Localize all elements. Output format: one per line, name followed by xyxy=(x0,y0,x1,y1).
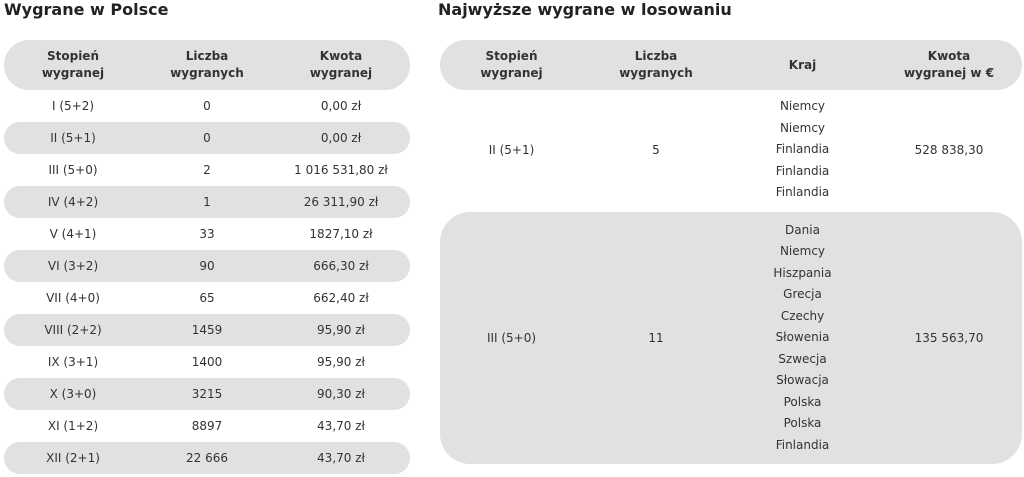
cell-stopien: II (5+1) xyxy=(50,131,96,145)
cell-stopien: XI (1+2) xyxy=(47,419,99,433)
top-wins-table xyxy=(440,40,1022,464)
cell-kwota: 135 563,70 xyxy=(914,331,984,345)
left-section-title: Wygrane w Polsce xyxy=(4,0,169,19)
cell-stopien: IX (3+1) xyxy=(47,355,99,369)
country-name: Niemcy xyxy=(779,120,826,135)
cell-kwota: 1827,10 zł xyxy=(309,227,373,241)
country-name: Polska xyxy=(783,394,822,409)
header-liczba: Liczba wygranych xyxy=(619,49,693,80)
country-name: Dania xyxy=(785,222,820,237)
header-kraj: Kraj xyxy=(788,57,817,72)
cell-kwota: 666,30 zł xyxy=(313,259,369,273)
header-stopien: Stopień wygranej xyxy=(41,49,105,80)
cell-liczba: 22 666 xyxy=(186,451,228,465)
poland-wins-table xyxy=(4,40,410,474)
table-row xyxy=(4,122,410,154)
cell-stopien: XII (2+1) xyxy=(46,451,100,465)
cell-kwota: 43,70 zł xyxy=(317,451,365,465)
cell-kwota: 0,00 zł xyxy=(320,131,362,145)
cell-liczba: 2 xyxy=(203,163,211,177)
table-row xyxy=(4,378,410,410)
cell-kwota: 528 838,30 xyxy=(914,143,984,157)
poland-table-header xyxy=(4,40,410,90)
cell-kwota: 95,90 zł xyxy=(317,355,365,369)
table-row xyxy=(4,442,410,474)
country-name: Grecja xyxy=(783,287,822,302)
header-kwota: Kwota wygranej w € xyxy=(903,49,995,80)
country-name: Słowacja xyxy=(776,373,829,388)
right-section-title: Najwyższe wygrane w losowaniu xyxy=(438,0,732,19)
cell-liczba: 90 xyxy=(199,259,215,273)
header-stopien: Stopień wygranej xyxy=(480,49,543,80)
country-name: Finlandia xyxy=(775,163,830,178)
cell-liczba: 65 xyxy=(199,291,215,305)
table-row xyxy=(4,282,410,314)
country-name: Hiszpania xyxy=(773,265,832,280)
cell-liczba: 11 xyxy=(648,331,664,345)
country-name: Finlandia xyxy=(775,437,830,452)
cell-kwota: 0,00 zł xyxy=(320,99,362,113)
table-row xyxy=(4,90,410,122)
cell-stopien: VIII (2+2) xyxy=(44,323,102,337)
cell-kwota: 662,40 zł xyxy=(313,291,369,305)
top-wins-table-header xyxy=(440,40,1022,90)
cell-kraje xyxy=(729,220,876,457)
header-liczba: Liczba wygranych xyxy=(170,49,244,80)
table-row xyxy=(4,218,410,250)
country-name: Polska xyxy=(783,416,822,431)
table-row xyxy=(4,346,410,378)
cell-liczba: 5 xyxy=(652,143,660,157)
cell-kwota: 95,90 zł xyxy=(317,323,365,337)
table-row xyxy=(4,186,410,218)
cell-stopien: VI (3+2) xyxy=(47,259,99,273)
cell-kraje xyxy=(729,96,876,204)
cell-liczba: 3215 xyxy=(191,387,223,401)
cell-stopien: II (5+1) xyxy=(488,143,535,157)
header-kwota: Kwota wygranej xyxy=(309,49,373,80)
cell-stopien: VII (4+0) xyxy=(46,291,100,305)
cell-liczba: 0 xyxy=(203,99,211,113)
country-name: Niemcy xyxy=(779,99,826,114)
cell-stopien: I (5+2) xyxy=(51,99,95,113)
cell-liczba: 0 xyxy=(203,131,211,145)
country-name: Niemcy xyxy=(779,244,826,259)
cell-stopien: V (4+1) xyxy=(49,227,97,241)
table-row xyxy=(4,154,410,186)
cell-liczba: 33 xyxy=(199,227,215,241)
country-name: Finlandia xyxy=(775,142,830,157)
table-row xyxy=(440,90,1022,210)
cell-liczba: 1400 xyxy=(191,355,223,369)
country-name: Szwecja xyxy=(778,351,827,366)
table-row xyxy=(440,212,1022,464)
cell-kwota: 26 311,90 zł xyxy=(303,195,379,209)
cell-kwota: 1 016 531,80 zł xyxy=(294,163,388,177)
cell-kwota: 43,70 zł xyxy=(317,419,365,433)
cell-kwota: 90,30 zł xyxy=(317,387,365,401)
cell-liczba: 8897 xyxy=(191,419,223,433)
table-row xyxy=(4,314,410,346)
cell-stopien: IV (4+2) xyxy=(47,195,99,209)
cell-liczba: 1459 xyxy=(191,323,223,337)
cell-stopien: III (5+0) xyxy=(486,331,537,345)
cell-liczba: 1 xyxy=(203,195,211,209)
cell-stopien: III (5+0) xyxy=(48,163,98,177)
table-row xyxy=(4,250,410,282)
country-name: Finlandia xyxy=(775,185,830,200)
country-name: Słowenia xyxy=(775,330,830,345)
country-name: Czechy xyxy=(780,308,825,323)
cell-stopien: X (3+0) xyxy=(49,387,97,401)
table-row xyxy=(4,410,410,442)
